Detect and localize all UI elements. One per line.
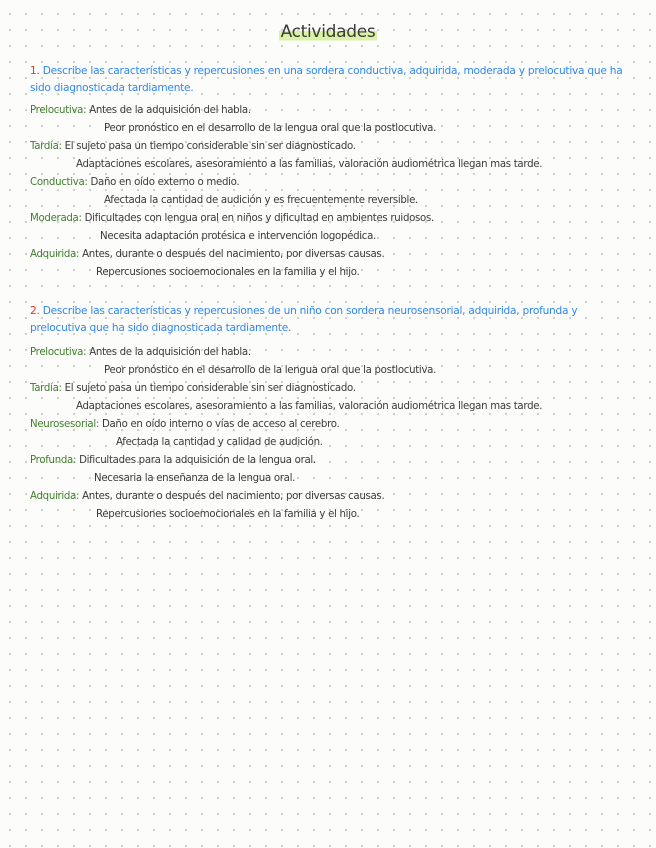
term-label: Adquirida: (30, 249, 80, 260)
item-line-1: Antes, durante o después del nacimiento, por diversas causas. (82, 491, 385, 502)
item-line-2: Necesaria la enseñanza de la lengua oral. (94, 473, 296, 484)
q2-item-profunda (30, 453, 316, 469)
q1-item-conductiva (30, 175, 239, 191)
term-label: Prelocutiva: (30, 347, 87, 358)
item-line-1: Dificultades con lengua oral en niños y dificultad en ambientes ruidosos. (84, 213, 434, 224)
item-line-2: Necesita adaptación protésica e intervención logopédica. (100, 231, 376, 242)
q1-item-tardia-line2 (76, 157, 542, 173)
q1-item-moderada (30, 211, 434, 227)
q1-item-moderada-line2 (100, 229, 376, 245)
term-label: Prelocutiva: (30, 105, 87, 116)
q2-item-neurosensorial-line2 (116, 435, 323, 451)
item-line-1: Antes de la adquisición del habla. (89, 105, 251, 116)
item-line-1: Daño en oído interno o vías de acceso al cerebro. (101, 419, 340, 430)
term-label: Tardía: (30, 383, 62, 394)
q1-item-adquirida (30, 247, 384, 263)
question-2-number: 2. (30, 305, 40, 317)
item-line-1: Dificultades para la adquisición de la lengua oral. (79, 455, 316, 466)
term-label: Adquirida: (30, 491, 80, 502)
term-label: Profunda: (30, 455, 77, 466)
q1-item-prelocutiva (30, 103, 251, 119)
item-line-2: Afectada la cantidad y calidad de audición. (116, 437, 323, 448)
item-line-2: Repercusiones socioemocionales en la familia y el hijo. (96, 267, 360, 278)
q2-item-tardia (30, 381, 356, 397)
question-1-text: Describe las características y repercusiones en una sordera conductiva, adquirida, moderada y prelocutiva que ha sido diagnosticada tardiamente. (30, 65, 623, 94)
item-line-2: Adaptaciones escolares, asesoramiento a las familias, valoración audiométrica llegan mas tarde. (76, 159, 543, 170)
q2-item-tardia-line2 (76, 399, 542, 415)
item-line-1: El sujeto pasa un tiempo considerable sin ser diagnosticado. (64, 141, 356, 152)
q2-item-adquirida-line2 (96, 507, 359, 523)
item-line-2: Peor pronóstico en el desarrollo de la lengua oral que la postlocutiva. (104, 123, 437, 134)
q1-item-prelocutiva-line2 (104, 121, 436, 137)
question-1 (30, 63, 634, 97)
item-line-2: Afectada la cantidad de audición y es frecuentemente reversible. (104, 195, 418, 206)
item-line-2: Peor pronóstico en el desarrollo de la lengua oral que la postlocutiva. (104, 365, 437, 376)
question-2 (30, 303, 634, 337)
q2-item-prelocutiva (30, 345, 251, 361)
question-2-text: Describe las características y repercusiones de un niño con sordera neurosensorial, adquirida, profunda y prelocutiva que ha sido diagnosticada tardiamente. (30, 305, 578, 334)
term-label: Neurosesorial: (30, 419, 99, 430)
term-label: Tardía: (30, 141, 62, 152)
q2-item-neurosensorial (30, 417, 339, 433)
page-title: Actividades (280, 22, 376, 42)
term-label: Moderada: (30, 213, 82, 224)
item-line-2: Repercusiones socioemocionales en la familia y el hijo. (96, 509, 360, 520)
q2-item-profunda-line2 (94, 471, 295, 487)
q2-item-adquirida (30, 489, 384, 505)
q1-item-conductiva-line2 (104, 193, 418, 209)
q2-item-prelocutiva-line2 (104, 363, 436, 379)
item-line-1: El sujeto pasa un tiempo considerable sin ser diagnosticado. (64, 383, 356, 394)
item-line-1: Antes, durante o después del nacimiento, por diversas causas. (82, 249, 385, 260)
page-title-wrap (0, 22, 656, 42)
item-line-1: Antes de la adquisición del habla. (89, 347, 251, 358)
term-label: Conductiva: (30, 177, 88, 188)
item-line-1: Daño en oído externo o medio. (90, 177, 240, 188)
question-1-number: 1. (30, 65, 40, 77)
item-line-2: Adaptaciones escolares, asesoramiento a las familias, valoración audiométrica llegan mas tarde. (76, 401, 543, 412)
q1-item-tardia (30, 139, 356, 155)
q1-item-adquirida-line2 (96, 265, 359, 281)
